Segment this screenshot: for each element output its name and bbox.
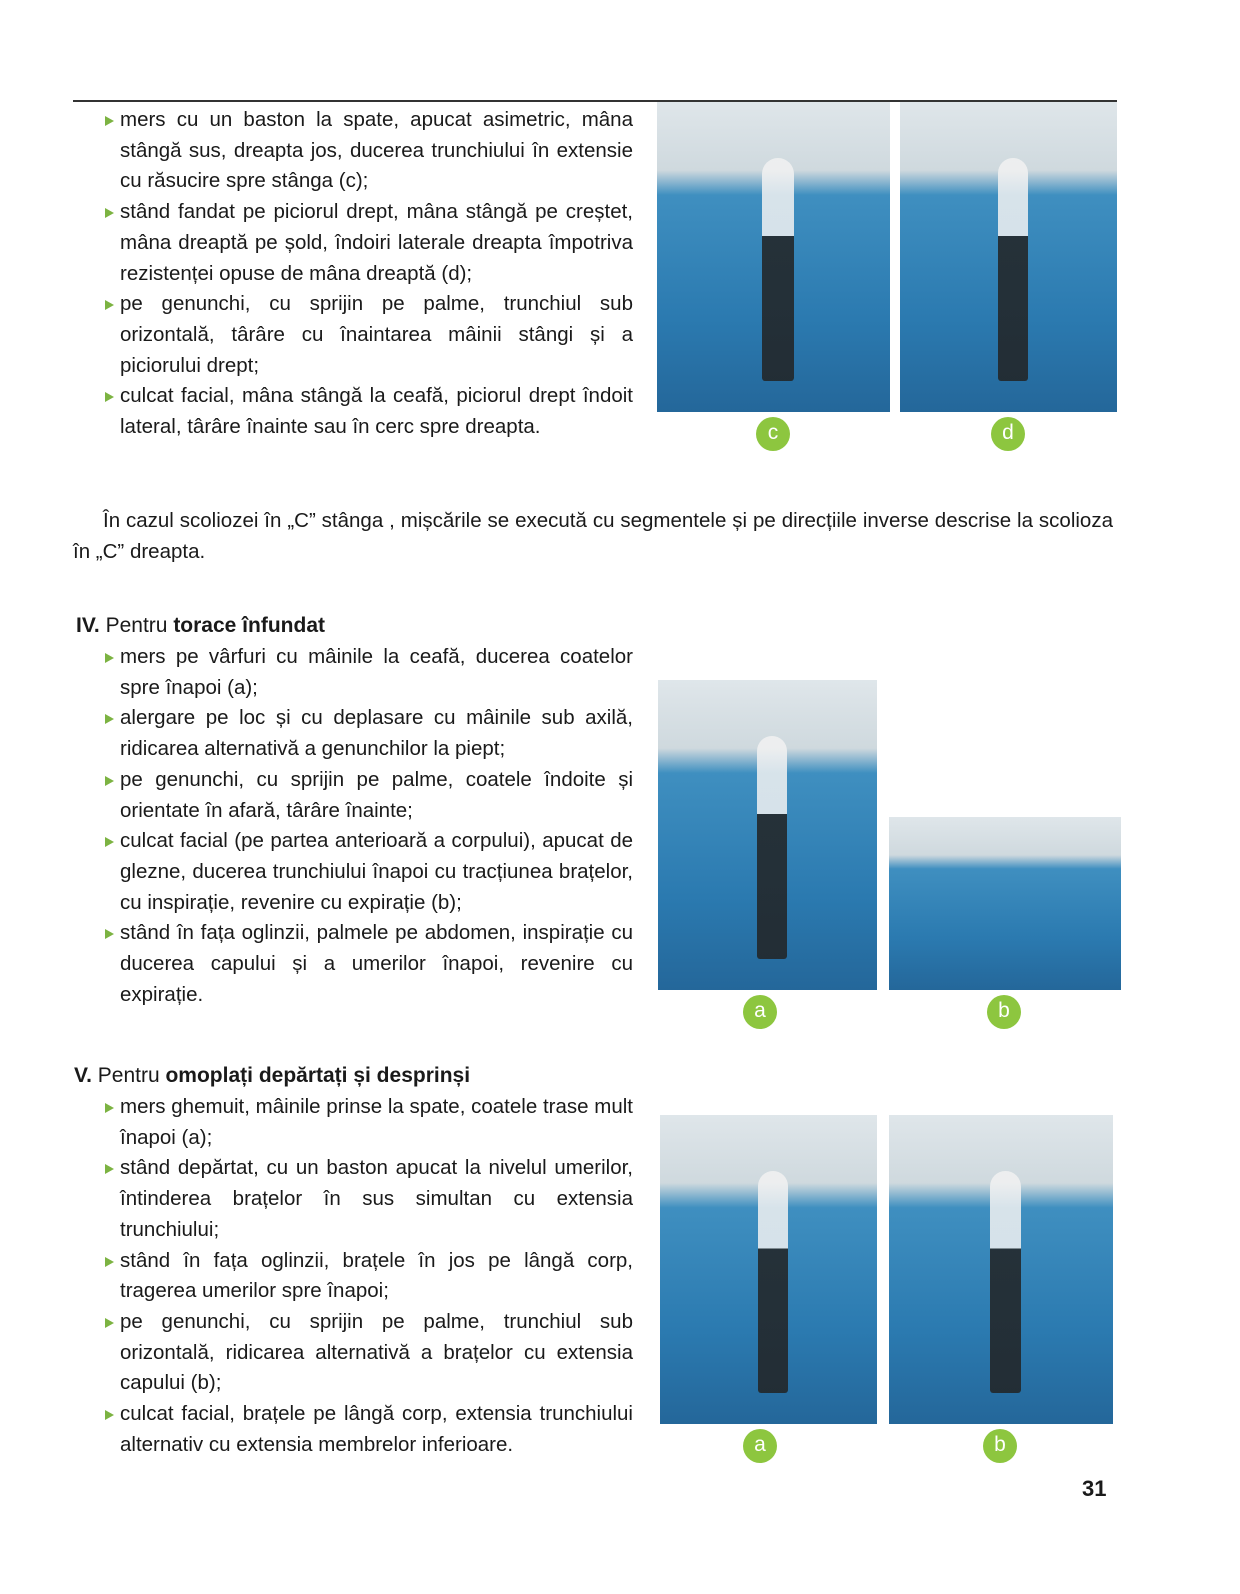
list-item: alergare pe loc și cu deplasare cu mâinile sub axilă, ridicarea alternativă a genunchilor la piept;: [103, 703, 633, 764]
photo-iv-b: [889, 817, 1121, 990]
photo-v-b: [889, 1115, 1113, 1424]
list-item: stând depărtat, cu un baston apucat la nivelul umerilor, întinderea brațelor în sus simultan cu extensia trunchiului;: [103, 1153, 633, 1245]
list-item: stând în fața oglinzii, brațele în jos pe lângă corp, tragerea umerilor spre înapoi;: [103, 1246, 633, 1307]
list-item: culcat facial, mâna stângă la ceafă, piciorul drept îndoit lateral, târâre înainte sau în cerc spre dreapta.: [103, 381, 633, 442]
list-item: stând fandat pe piciorul drept, mâna stângă pe creștet, mâna dreaptă pe șold, îndoiri laterale dreapta împotriva rezistenței opuse de mâna dreaptă (d);: [103, 197, 633, 289]
section-title: omoplați depărtați și desprinși: [165, 1064, 471, 1087]
list-item: culcat facial (pe partea anterioară a corpului), apucat de glezne, ducerea trunchiului înapoi cu tracțiunea brațelor, cu inspirație, revenire cu expirație (b);: [103, 826, 633, 918]
section-prefix: Pentru: [97, 1064, 160, 1087]
section-number: IV.: [76, 614, 100, 637]
figure-label-b: b: [987, 995, 1021, 1029]
figure-label-a: a: [743, 1429, 777, 1463]
section-title: torace înfundat: [173, 614, 325, 637]
figure-label-b: b: [983, 1429, 1017, 1463]
section-heading-iv: [76, 611, 325, 641]
note-paragraph: În cazul scoliozei în „C” stânga , mișcările se execută cu segmentele și pe direcțiile inverse descrise la scolioza în „C” dreapta.: [73, 509, 1113, 563]
figure-label-a: a: [743, 995, 777, 1029]
list-item: mers ghemuit, mâinile prinse la spate, coatele trase mult înapoi (a);: [103, 1092, 633, 1153]
bullet-list-scoliosis: [103, 105, 633, 443]
figure-label-d: d: [991, 417, 1025, 451]
list-item: pe genunchi, cu sprijin pe palme, trunchiul sub orizontală, ridicarea alternativă a brațelor cu extensia capului (b);: [103, 1307, 633, 1399]
section-heading-v: [74, 1061, 470, 1091]
figure-label-c: c: [756, 417, 790, 451]
photo-v-a: [660, 1115, 877, 1424]
page-number: 31: [1082, 1476, 1107, 1501]
bullet-list-omoplati: [103, 1092, 633, 1460]
list-item: mers pe vârfuri cu mâinile la ceafă, ducerea coatelor spre înapoi (a);: [103, 642, 633, 703]
bullet-list-torace: [103, 642, 633, 1010]
list-item: pe genunchi, cu sprijin pe palme, trunchiul sub orizontală, târâre cu înaintarea mâinii stângi și a piciorului drept;: [103, 289, 633, 381]
photo-iv-a: [658, 680, 877, 990]
list-item: stând în fața oglinzii, palmele pe abdomen, inspirație cu ducerea capului și a umerilor înapoi, revenire cu expirație.: [103, 918, 633, 1010]
photo-d: [900, 102, 1117, 412]
photo-c: [657, 102, 890, 412]
list-item: pe genunchi, cu sprijin pe palme, coatele îndoite și orientate în afară, târâre înainte;: [103, 765, 633, 826]
section-prefix: Pentru: [105, 614, 168, 637]
list-item: culcat facial, brațele pe lângă corp, extensia trunchiului alternativ cu extensia membrelor inferioare.: [103, 1399, 633, 1460]
section-number: V.: [74, 1064, 92, 1087]
list-item: mers cu un baston la spate, apucat asimetric, mâna stângă sus, dreapta jos, ducerea trunchiului în extensie cu răsucire spre stânga (c);: [103, 105, 633, 197]
